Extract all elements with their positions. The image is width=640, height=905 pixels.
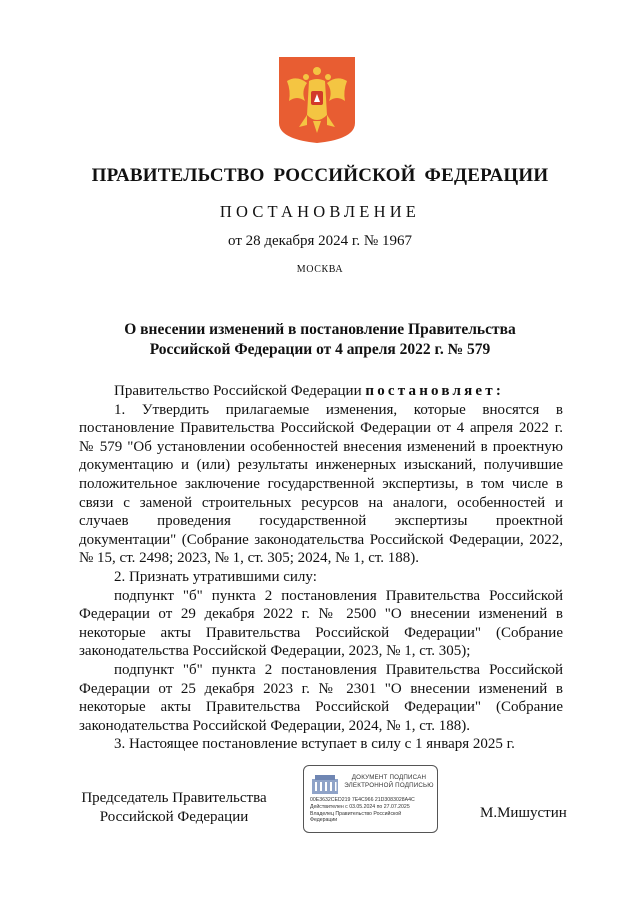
stamp-owner-line-1: Владелец Правительство Российской [310, 811, 402, 817]
russian-coat-of-arms-icon [277, 55, 357, 145]
document-date-number: от 28 декабря 2024 г. № 1967 [228, 233, 412, 249]
paragraph-item-3: 3. Настоящее постановление вступает в силу с 1 января 2025 г. [114, 736, 515, 753]
stamp-certificate: 00E3632CED219 7E4C966 21D3083028A4C [310, 797, 415, 803]
stamp-validity: Действителен с 03.05.2024 по 27.07.2025 [310, 804, 410, 810]
government-building-icon [311, 773, 339, 795]
government-title: ПРАВИТЕЛЬСТВО РОССИЙСКОЙ ФЕДЕРАЦИИ [91, 165, 549, 186]
document-type: ПОСТАНОВЛЕНИЕ [219, 202, 421, 221]
heading-line-2: Российской Федерации от 4 апреля 2022 г. № 579 [149, 341, 491, 358]
resolution-lead: Правительство Российской Федерации постановляет: [114, 383, 505, 399]
signatory-name: М.Мишустин [480, 805, 567, 821]
paragraph-item-2: 2. Признать утратившими силу: [114, 568, 317, 585]
document-heading [80, 320, 560, 360]
signatory-position: Председатель Правительства Российской Федерации [81, 790, 267, 825]
paragraph-item-2b: подпункт "б" пункта 2 постановления Правительства Российской Федерации от 25 декабря 2023 г. № 2301 "О внесении изменений в некоторые акты Правительства Российской Федерации" (Собрание законодательства Российской Федерации, 2024, № 1, ст. 188). [79, 661, 563, 734]
document-body [79, 382, 563, 754]
paragraph-item-1: 1. Утвердить прилагаемые изменения, которые вносятся в постановление Правительства Российской Федерации от 4 апреля 2022 г. № 579 "Об установлении особенностей внесения изменений в проектную документацию и (или) результаты инженерных изысканий, получившие положительное заключение государственной экспертизы, в том числе в связи с заменой строительных ресурсов на аналоги, особенностей и случаев проведения государственной экспертизы проектной документации" (Собрание законодательства Российской Федерации, 2022, № 15, ст. 2498; 2023, № 1, ст. 305; 2024, № 1, ст. 188). [79, 401, 563, 567]
stamp-owner-line-2: Федерации [310, 817, 338, 823]
heading-line-1: О внесении изменений в постановление Правительства [124, 321, 516, 338]
electronic-signature-stamp [303, 765, 438, 833]
document-city: МОСКВА [296, 264, 344, 275]
resolves-word: постановляет: [365, 383, 505, 399]
stamp-title: ДОКУМЕНТ ПОДПИСАН ЭЛЕКТРОННОЙ ПОДПИСЬЮ [344, 774, 434, 789]
paragraph-item-2a: подпункт "б" пункта 2 постановления Правительства Российской Федерации от 29 декабря 2022 г. № 2500 "О внесении изменений в некоторые акты Правительства Российской Федерации" (Собрание законодательства Российской Федерации, 2023, № 1, ст. 305); [79, 587, 563, 660]
